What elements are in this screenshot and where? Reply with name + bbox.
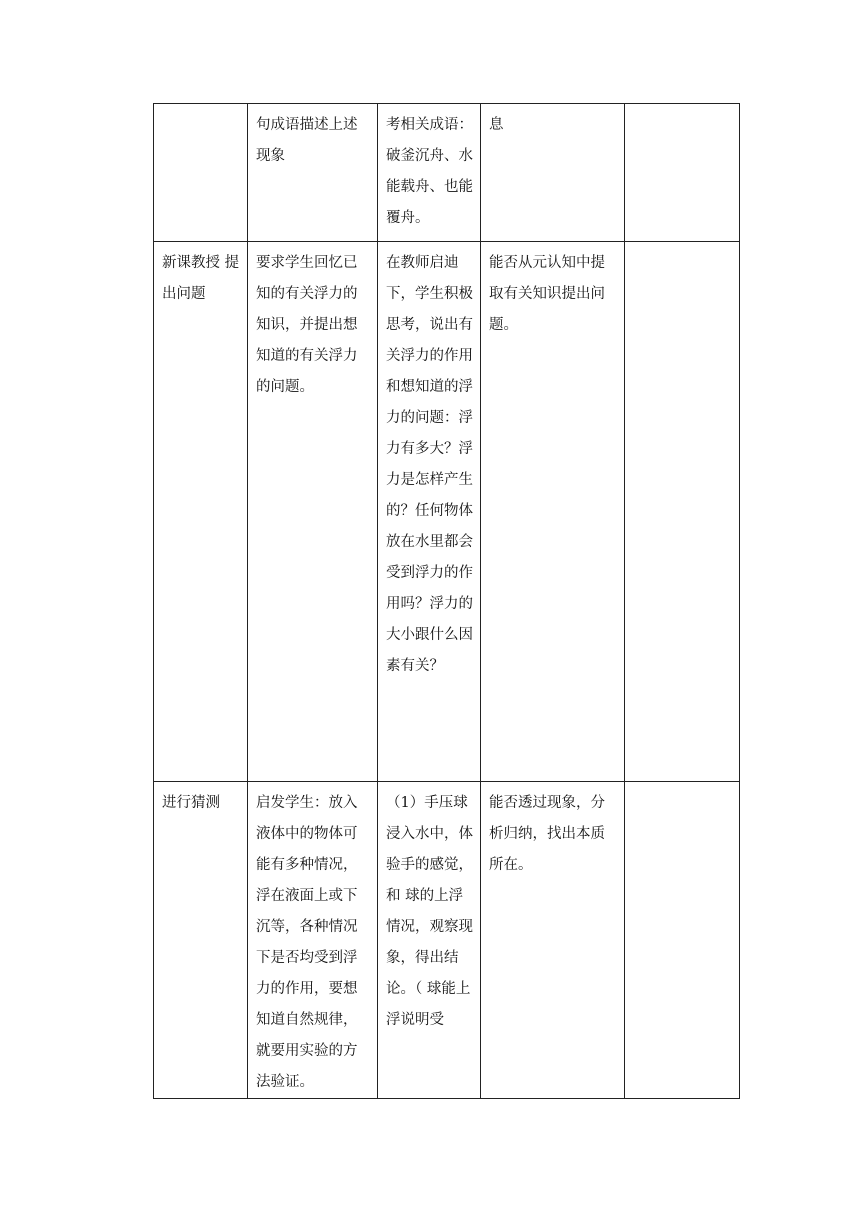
student-activity-text: 在教师启迪下，学生积极思考，说出有关浮力的作用和想知道的浮力的问题：浮力有多大？浮力是怎样产生的？任何物体放在水里都会受到浮力的作用吗？浮力的大小跟什么因素有关？ bbox=[386, 255, 473, 674]
student-activity-text: （1）手压球浸入水中，体验手的感觉，和 球的上浮情况，观察现象，得出结论。（ 球能上浮说明受 bbox=[386, 795, 473, 1028]
teacher-activity-cell bbox=[248, 242, 378, 782]
notes-cell bbox=[625, 242, 740, 782]
table-row bbox=[154, 242, 740, 782]
stage-cell bbox=[154, 782, 248, 1099]
stage-text: 进行猜测 bbox=[162, 795, 220, 811]
evaluation-cell bbox=[481, 782, 625, 1099]
table-row bbox=[154, 782, 740, 1099]
student-activity-text: 考相关成语：破釜沉舟、水能载舟、也能覆舟。 bbox=[386, 117, 473, 226]
stage-text: 新课教授 提出问题 bbox=[162, 255, 240, 302]
evaluation-cell bbox=[481, 104, 625, 242]
table-row bbox=[154, 104, 740, 242]
notes-cell bbox=[625, 104, 740, 242]
stage-cell bbox=[154, 242, 248, 782]
evaluation-text: 能否透过现象，分析归纳，找出本质所在。 bbox=[489, 795, 605, 873]
evaluation-cell bbox=[481, 242, 625, 782]
teacher-activity-cell bbox=[248, 782, 378, 1099]
student-activity-cell bbox=[378, 242, 481, 782]
teacher-activity-text: 要求学生回忆已知的有关浮力的知识，并提出想知道的有关浮力的问题。 bbox=[256, 255, 358, 395]
evaluation-text: 息 bbox=[489, 117, 504, 133]
student-activity-cell bbox=[378, 782, 481, 1099]
teacher-activity-text: 启发学生：放入液体中的物体可能有多种情况，浮在液面上或下沉等，各种情况下是否均受到浮力的作用，要想知道自然规律，就要用实验的方法验证。 bbox=[256, 795, 358, 1090]
student-activity-cell bbox=[378, 104, 481, 242]
teacher-activity-text: 句成语描述上述现象 bbox=[256, 117, 358, 164]
teacher-activity-cell bbox=[248, 104, 378, 242]
stage-cell bbox=[154, 104, 248, 242]
lesson-plan-table bbox=[153, 103, 740, 1099]
notes-cell bbox=[625, 782, 740, 1099]
evaluation-text: 能否从元认知中提取有关知识提出问题。 bbox=[489, 255, 605, 333]
